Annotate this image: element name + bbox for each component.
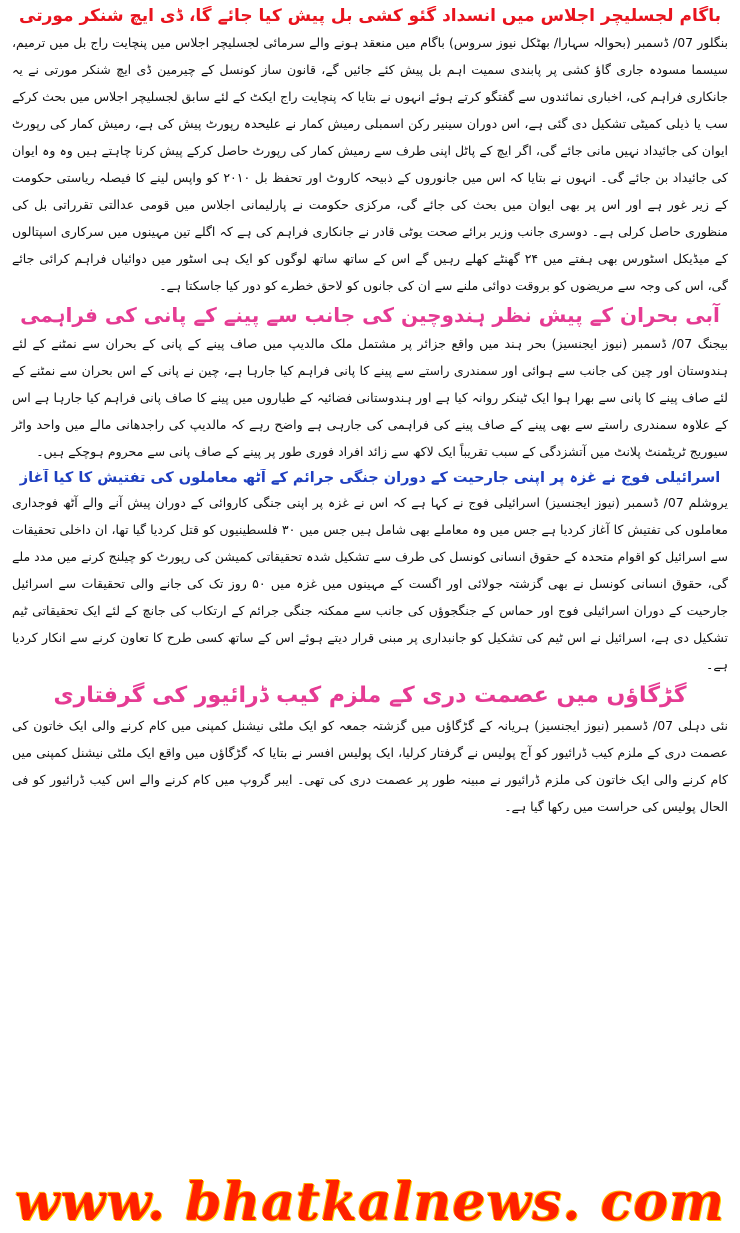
- article-2-headline: آبی بحران کے پیش نظر ہندوچین کی جانب سے پینے کے پانی کی فراہمی: [20, 303, 720, 328]
- article-3-headline: اسرائیلی فوج نے غزہ پر اپنی جارحیت کے دوران جنگی جرائم کے آٹھ معاملوں کی تفتیش کا کیا آغاز: [19, 470, 721, 487]
- article-4-body: نئی دہلی 07/ ڈسمبر (نیوز ایجنسیز) ہریانہ کے گڑگاؤں میں گزشتہ جمعہ کو ایک ملٹی نیشنل کمپنی میں کام کرنے والی ایک خاتون کی عصمت دری کے ملزم کیب ڈرائیور کو آج پولیس نے گرفتار کرلیا، ایک پولیس افسر نے بتایا کہ گڑگاؤں میں واقع ایک ملٹی نیشنل کمپنی میں کام کرنے والی ایک خاتون کی ملزم ڈرائیور نے مبینہ طور پر عصمت دری کی تھی۔ ایبر گروپ میں کام کرنے والے اس کیب ڈرائیور کو فی الحال پولیس کی حراست میں رکھا گیا ہے۔: [12, 717, 728, 814]
- article-1-headline: باگام لجسلیچر اجلاس میں انسداد گئو کشی بل پیش کیا جائے گا، ڈی ایچ شنکر مورتی: [19, 6, 721, 26]
- article-2-body: بیجنگ 07/ ڈسمبر (نیوز ایجنسیز) بحر ہند میں واقع جزائر پر مشتمل ملک مالدیپ میں صاف پینے کے پانی کے بحران سے نمٹنے کے لئے ہندوستان اور چین کی جانب سے ہوائی اور سمندری راستے سے پینے کا پانی فراہم کیا جارہا ہے، چین نے پانی کے اس بحران سے نمٹنے کے لئے صاف پینے کا پانی سے بھرا ہوا ایک ٹینکر روانہ کیا ہے اور ہندوستانی فضائیہ کے طیاروں میں پینے کا صاف پانی فراہم کیا جارہا ہے اس کے علاوہ سمندری راستے سے بھی پینے کے صاف پینے کی فراہمی کی جارہی ہے واضح رہے کہ مالدیپ کی راجدھانی مالے میں واحد واٹر سیوریج ٹریٹمنٹ پلانٹ میں آتشزدگی کے سبب تقریباً ایک لاکھ سے زائد افراد فوری طور پر پینے کے صاف پانی سے محروم ہوچکے ہیں۔: [12, 336, 728, 460]
- article-3-body: یروشلم 07/ ڈسمبر (نیوز ایجنسیز) اسرائیلی فوج نے کہا ہے کہ اس نے غزہ پر اپنی جنگی کاروائی کے دوران پیش آنے والے آٹھ فوجداری معاملوں کی تفتیش کا آغاز کردیا ہے جس میں وہ معاملے بھی شامل ہیں جس میں ۳۰ فلسطینیوں کو قتل کردیا گیا تھا، ان داخلی تحقیقات سے اسرائیل کو اقوام متحدہ کے حقوق انسانی کونسل کی طرف سے تشکیل شدہ تحقیقاتی کمیشن کی رپورٹ کو چیلنج کرنے میں مدد ملے گی، حقوق انسانی کونسل نے بھی گزشتہ جولائی اور اگست کے مہینوں میں غزہ میں ۵۰ روز تک کی جانے والی تحقیقات سے اسرائیل جارحیت کے دوران اسرائیلی فوج اور حماس کے جنگجوؤں کی جانب سے ممکنہ جنگی جرائم کے ارتکاب کی جانچ کے لئے ایک تحقیقاتی ٹیم تشکیل دی ہے، اسرائیل نے اس ٹیم کی تشکیل کو جانبداری پر مبنی قرار دیتے ہوئے اس کے ساتھ کسی طرح کا تعاون کرنے سے انکار کردیا ہے۔: [12, 495, 728, 673]
- website-footer: www. bhatkalnews. com: [14, 1172, 726, 1233]
- article-4-headline: گڑگاؤں میں عصمت دری کے ملزم کیب ڈرائیور کی گرفتاری: [53, 683, 687, 709]
- article-1-body: بنگلور 07/ ڈسمبر (بحوالہ سہارا/ بھٹکل نیوز سروس) باگام میں منعقد ہونے والے سرمائی لجسلیچر اجلاس میں پنچایت راج بل میں ترمیم، سیسما مسودہ جاری گاؤ کشی پر پابندی سمیت اہم بل پیش کئے جائیں گے، قانون ساز کونسل کے چیرمین ڈی ایچ شنکر مورتی نے یہ جانکاری فراہم کی، اخباری نمائندوں سے گفتگو کرتے ہوئے انہوں نے بتایا کہ پنچایت راج ایکٹ کے لئے سابق لجسلیچر اجلاس میں بحث کرکے سب یا ذیلی کمیٹی تشکیل دی گئی ہے، اس دوران سینیر رکن اسمبلی رمیش کمار نے علیحدہ رپورٹ پیش کی ہے، رمیش کمار کی رپورٹ ایوان کی جائیداد نہیں مانی جائے گی، اگر ایچ کے پاٹل اپنی طرف سے رمیش کمار کی رپورٹ حاصل کرکے پیش کرنا چاہتے ہیں وہ وہ ایوان کی جائیداد بن جائے گی۔ انہوں نے بتایا کہ اس میں جانوروں کے ذبیحہ کاروٹ اور تحفظ بل ۲۰۱۰ کو واپس لینے کا فیصلہ ریاستی حکومت کے زیر غور ہے اور اس پر بھی ایوان میں بحث کی جائے گی، مرکزی حکومت نے پارلیمانی اجلاس میں قومی عدالتی تقرراتی بل کی منظوری حاصل کرلی ہے۔ دوسری جانب وزیر برائے صحت یوٹی قادر نے جانکاری فراہم کی ہے کہ اگلے تین مہینوں میں سرکاری اسپتالوں کے میڈیکل اسٹورس بھی ہفتے میں ۲۴ گھنٹے کھلے رہیں گے اس کے ساتھ ساتھ لوگوں کو ایک ہی اسٹور میں دوائیاں فراہم کرائی جائے گی، اس کی وجہ سے مریضوں کو بروقت دوائی ملنے سے ان کی جانوں کو لاحق خطرے کو دور کیا جاسکتا ہے۔: [12, 35, 728, 294]
